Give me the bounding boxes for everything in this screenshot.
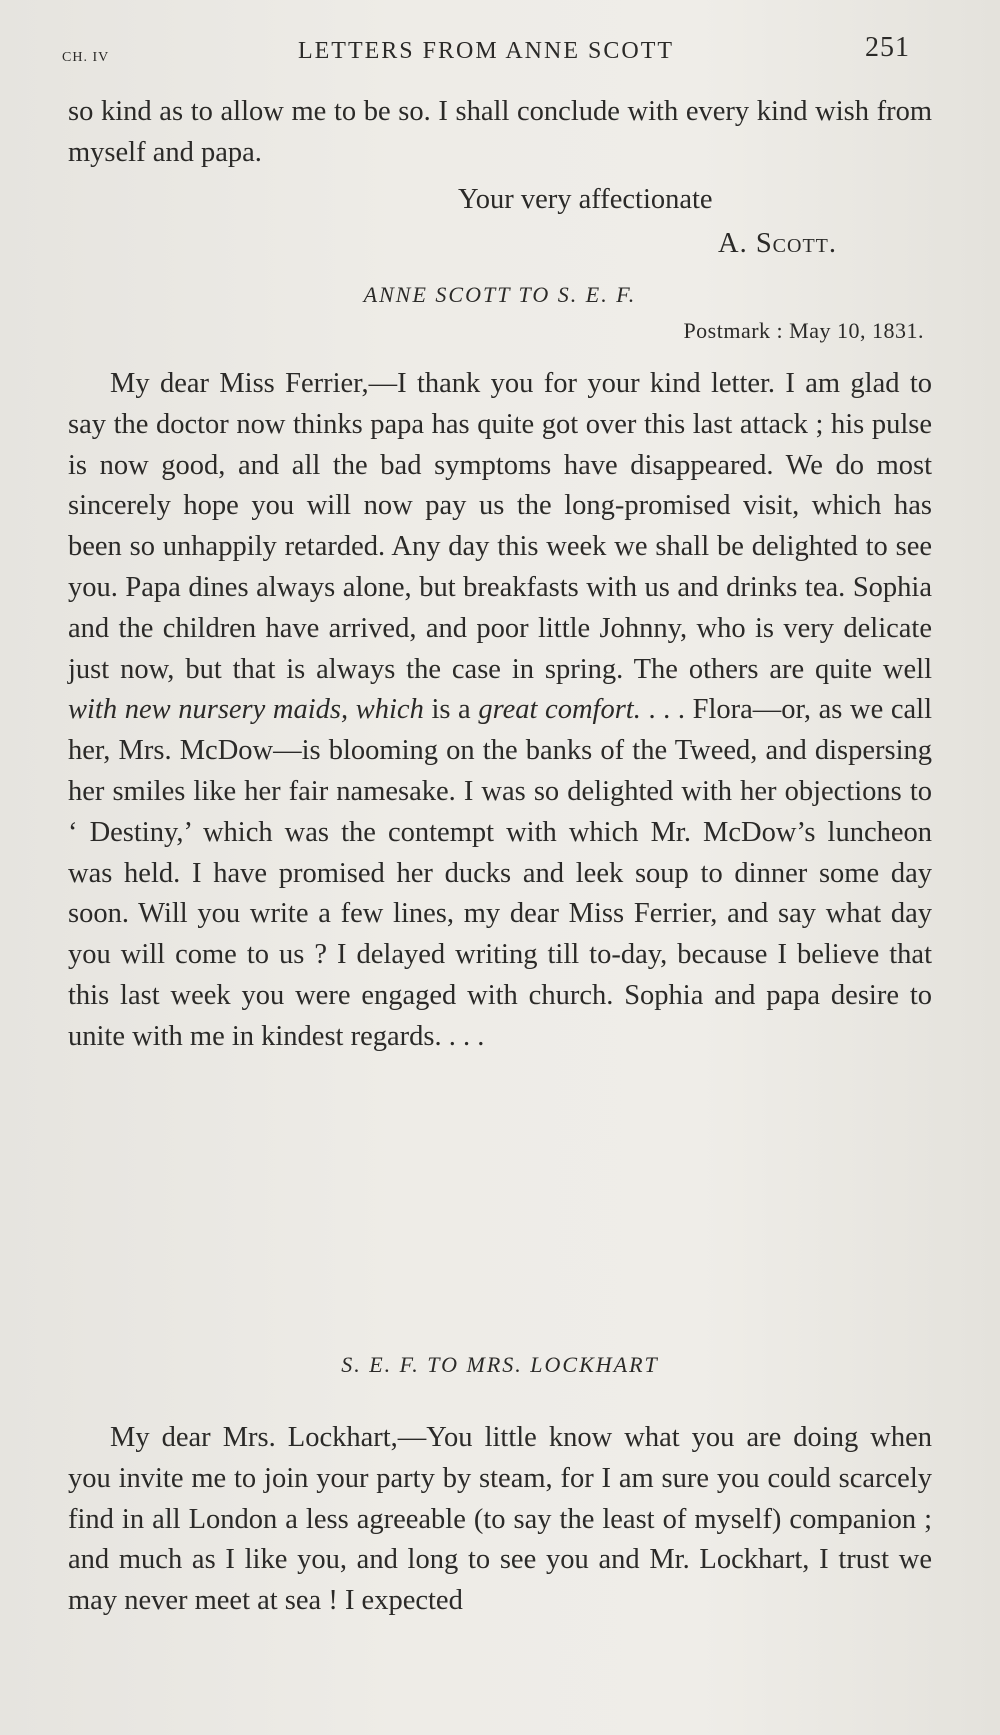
letter-paragraph: My dear Mrs. Lockhart,—You little know what you are doing when you invite me to join your party by steam, for I am sure you could scarcely find in all London a less agreeable (to say the least of myself) companion ; and much as I like you, and long to see you and Mr. Lockhart, I trust we may never meet at sea ! I expected <box>68 1422 932 1617</box>
page-number: 251 <box>865 32 910 63</box>
letter-text-part2: is a <box>423 694 479 726</box>
letter-heading-sef: S. E. F. TO MRS. LOCKHART <box>341 1352 659 1377</box>
running-header <box>62 32 910 72</box>
italic-phrase-nursery-maids: with new nursery maids, which <box>68 694 424 726</box>
letter-body-anne-scott <box>68 364 932 1058</box>
letter-heading-anne-scott: ANNE SCOTT TO S. E. F. <box>363 282 637 307</box>
signature: A. Scott. <box>718 228 838 259</box>
running-title: LETTERS FROM ANNE SCOTT <box>297 38 675 64</box>
continuation-paragraph: so kind as to allow me to be so. I shall conclude with every kind wish from myself and papa. <box>68 96 932 168</box>
letter-text-part1: My dear Miss Ferrier,—I thank you for your kind letter. I am glad to say the doctor now thinks papa has quite got over this last attack ; his pulse is now good, and all the bad symptoms have disappeared. We do most sincerely hope you will now pay us the long-promised visit, which has been so unhappily retarded. Any day this week we shall be delighted to see you. Papa dines always alone, but breakfasts with us and drinks tea. Sophia and the children have arrived, and poor little Johnny, who is very delicate just now, but that is always the case in spring. The others are quite well <box>68 368 932 685</box>
italic-phrase-great-comfort: great comfort. <box>478 694 641 726</box>
letter-paragraph <box>68 364 932 1058</box>
chapter-label: CH. IV <box>62 50 110 65</box>
letter-text-part3: . . . Flora—or, as we call her, Mrs. McDow—is blooming on the banks of the Tweed, and dispersing her smiles like her fair namesake. I was so delighted with her objections to ‘ Destiny,’ which was the contempt with which Mr. McDow’s luncheon was held. I have promised her ducks and leek soup to dinner some day soon. Will you write a few lines, my dear Miss Ferrier, and say what day you will come to us ? I delayed writing till to-day, because I believe that this last week you were engaged with church. Sophia and papa desire to unite with me in kindest regards. . . . <box>68 694 932 1052</box>
continuation-text <box>68 92 932 174</box>
postmark-date: Postmark : May 10, 1831. <box>683 318 924 343</box>
letter-body-sef <box>68 1418 932 1622</box>
closing-line: Your very affectionate <box>458 184 713 215</box>
